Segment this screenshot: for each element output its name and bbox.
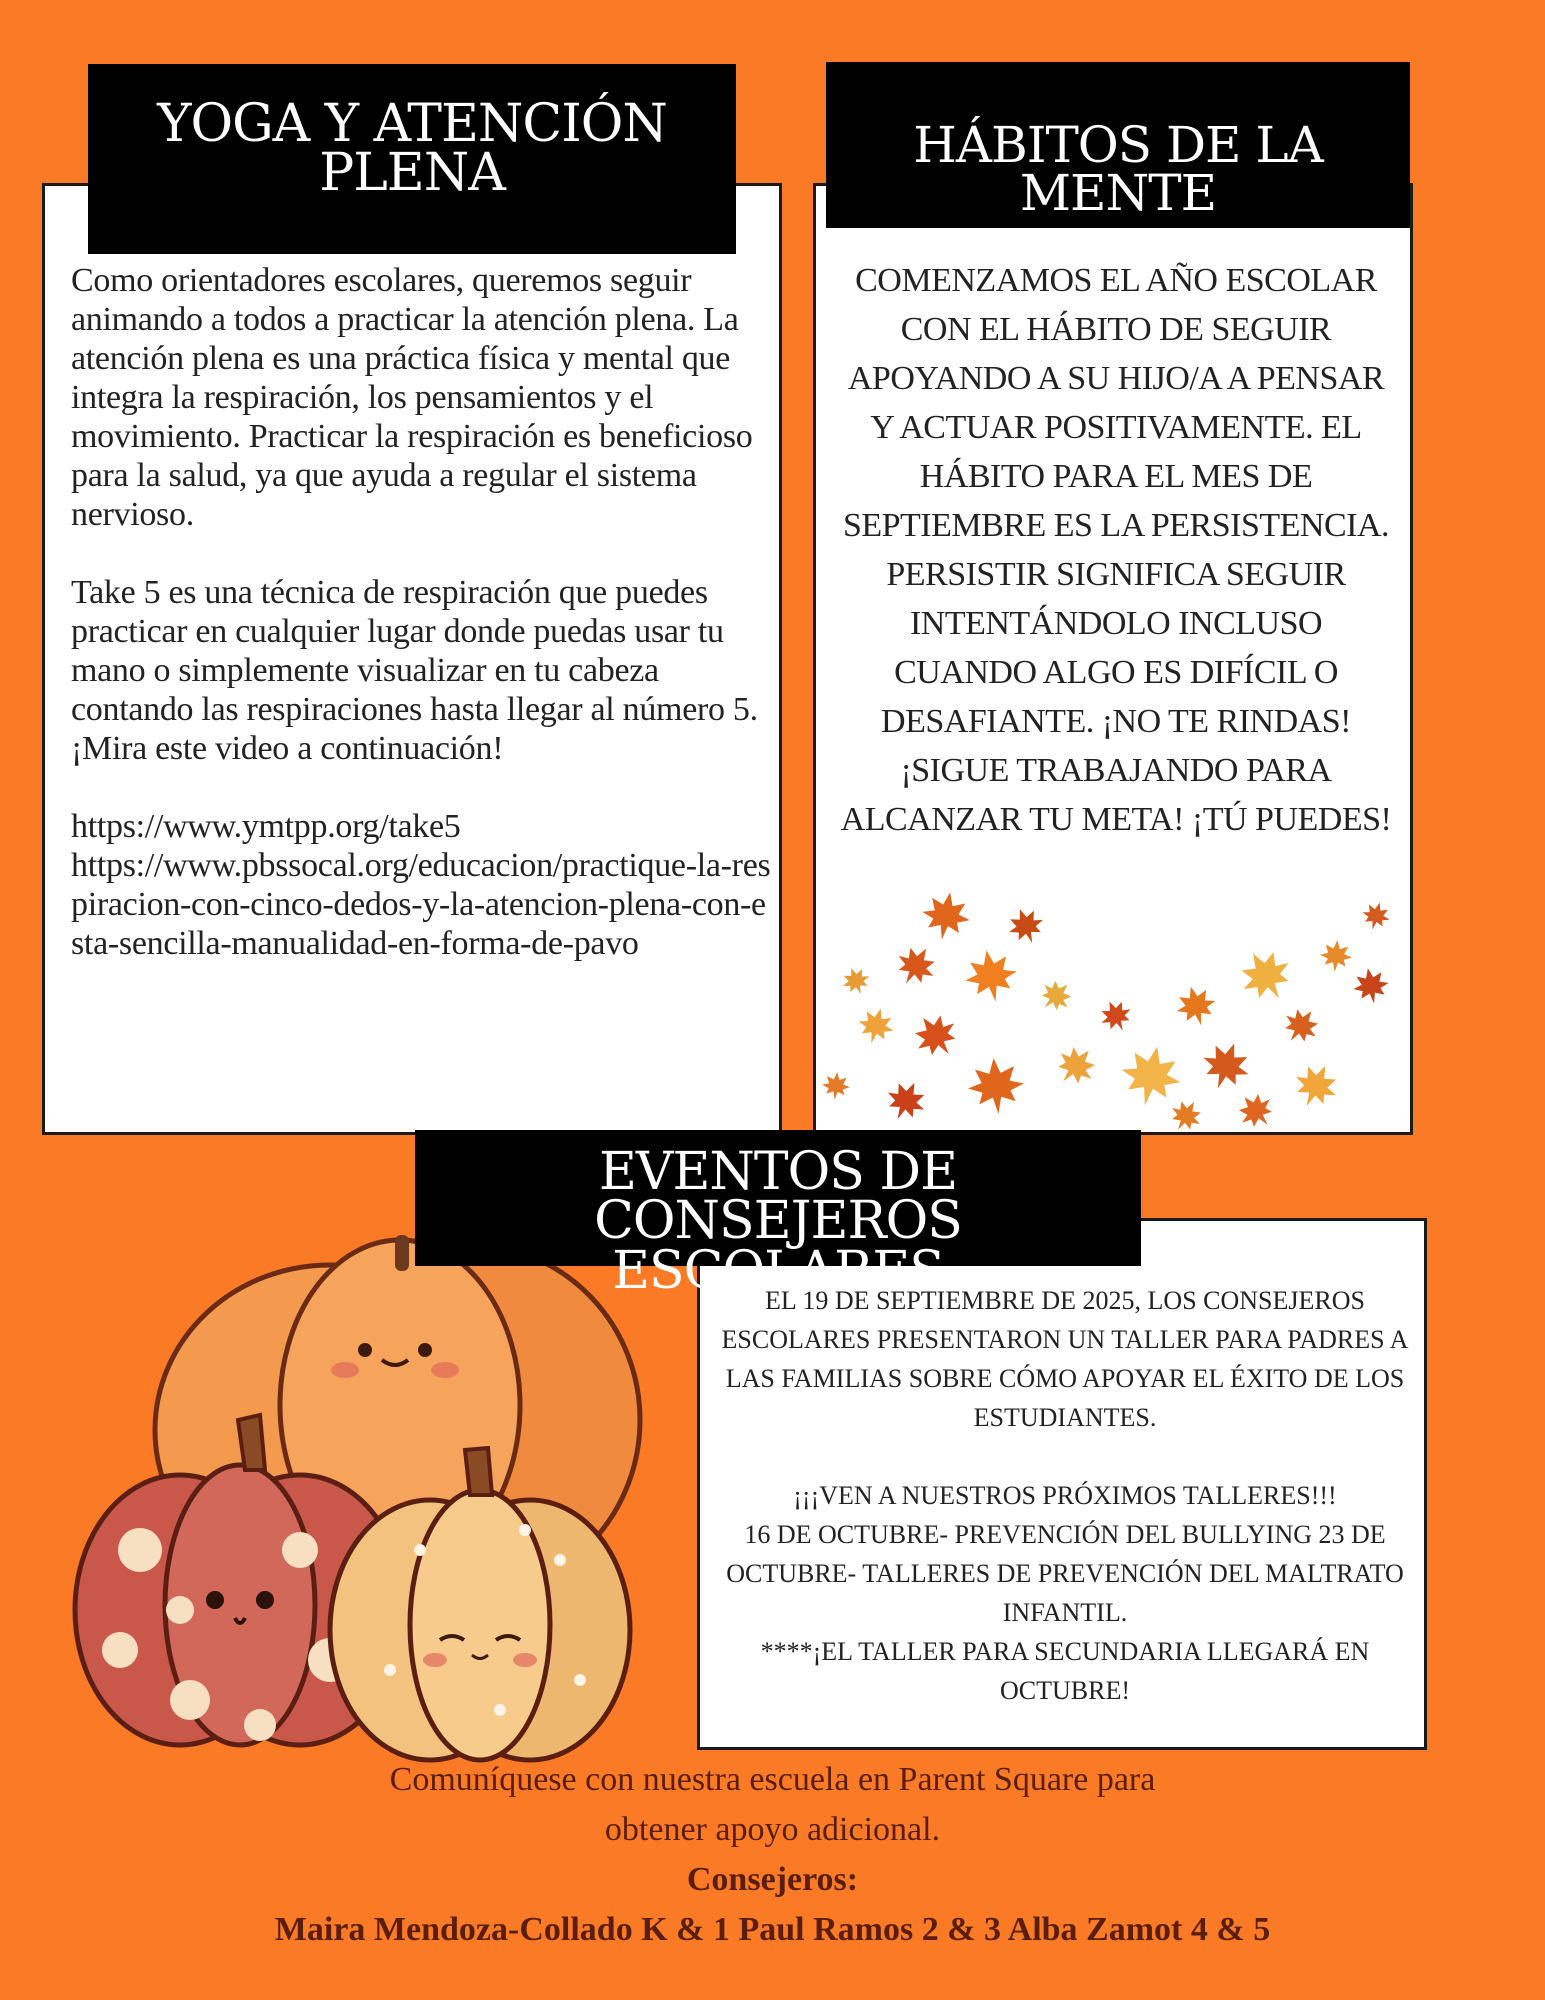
yoga-body [71,261,771,963]
yoga-title-line-2: PLENA [319,143,505,204]
yoga-link-2[interactable]: https://www.pbssocal.org/educacion/practique-la-respiracion-con-cinco-dedos-y-la-atencion-plena-con-esta-sencilla-manualidad-en-forma-de-pavo [71,847,771,962]
autumn-leaves-illustration [816,886,1410,1132]
footer-contact-line-1: Comuníquese con nuestra escuela en Parent Square para [389,1761,1156,1798]
habitos-card [813,183,1413,1135]
habitos-title-banner [826,62,1410,228]
pumpkins-illustration [60,1230,710,1765]
yoga-paragraph-1: Como orientadores escolares, queremos seguir animando a todos a practicar la atención plena. La atención plena es una práctica física y mental que integra la respiración, los pensamientos y el movimiento. Practicar la respiración es beneficioso para la salud, ya que ayuda a regular el sistema nervioso. [71,262,753,533]
eventos-body [718,1281,1412,1710]
eventos-secundaria-note: ****¡EL TALLER PARA SECUNDARIA LLEGARÁ EN OCTUBRE! [760,1637,1370,1705]
habitos-title: HÁBITOS DE LA MENTE [913,116,1323,222]
eventos-paragraph-1: EL 19 DE SEPTIEMBRE DE 2025, LOS CONSEJEROS ESCOLARES PRESENTARON UN TALLER PARA PADRES A LAS FAMILIAS SOBRE CÓMO APOYAR EL ÉXITO DE LOS ESTUDIANTES. [721,1286,1409,1432]
eventos-title-banner [415,1130,1141,1301]
eventos-invite: ¡¡¡VEN A NUESTROS PRÓXIMOS TALLERES!!! [793,1481,1337,1510]
footer-contact-line-2: obtener apoyo adicional. [604,1811,941,1848]
eventos-title-line-2: ESCOLARES [612,1240,944,1301]
footer [150,1755,1395,1955]
leaf-cluster [821,888,1393,1132]
footer-counselors-names: Maira Mendoza-Collado K & 1 Paul Ramos 2 & 3 Alba Zamot 4 & 5 [274,1911,1271,1948]
yoga-paragraph-2: Take 5 es una técnica de respiración que puedes practicar en cualquier lugar donde puedas usar tu mano o simplemente visualizar en tu cabeza contando las respiraciones hasta llegar al número 5. ¡Mira este video a continuación! [71,574,758,767]
footer-counselors-heading: Consejeros: [686,1861,859,1898]
habitos-body: COMENZAMOS EL AÑO ESCOLAR CON EL HÁBITO DE SEGUIR APOYANDO A SU HIJO/A A PENSAR Y ACTUAR POSITIVAMENTE. EL HÁBITO PARA EL MES DE SEPTIEMBRE ES LA PERSISTENCIA. PERSISTIR SIGNIFICA SEGUIR INTENTÁNDOLO INCLUSO CUANDO ALGO ES DIFÍCIL O DESAFIANTE. ¡NO TE RINDAS! ¡SIGUE TRABAJANDO PARA ALCANZAR TU META! ¡TÚ PUEDES! [840,262,1392,838]
yoga-link-1[interactable]: https://www.ymtpp.org/take5 [71,808,461,845]
yoga-title-banner [88,64,736,254]
eventos-title-line-1: EVENTOS DE CONSEJEROS [594,1142,962,1252]
yoga-card [42,183,782,1135]
eventos-schedule: 16 DE OCTUBRE- PREVENCIÓN DEL BULLYING 23 DE OCTUBRE- TALLERES DE PREVENCIÓN DEL MALTRATO INFANTIL. [726,1520,1404,1627]
yoga-title-line-1: YOGA Y ATENCIÓN [157,94,667,154]
